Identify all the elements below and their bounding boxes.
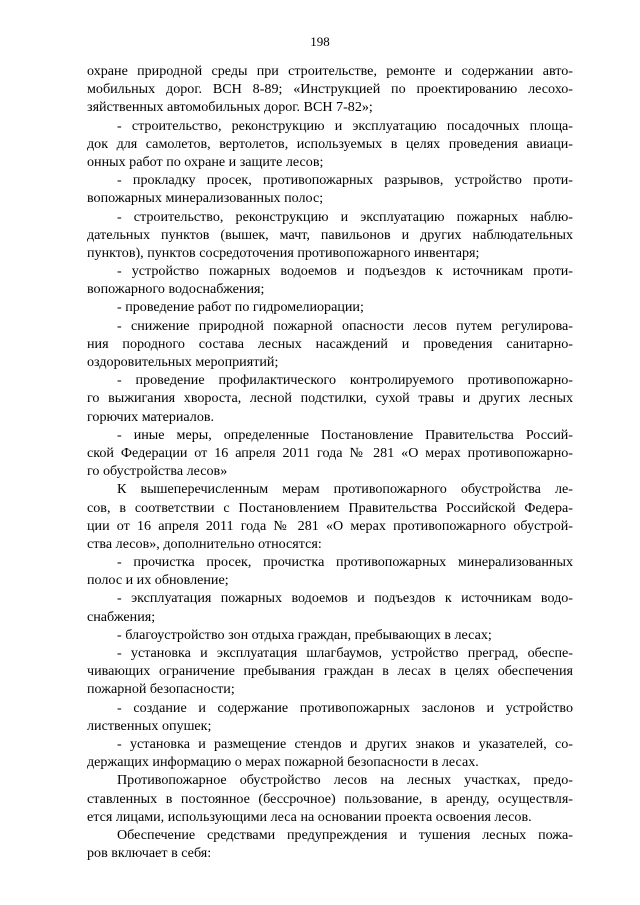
- text-line: чивающих ограничение пребывания граждан в лесах в целях обеспечения: [87, 663, 573, 680]
- text-line: дательных пунктов (вышек, мачт, павильонов и других наблюдательных: [87, 226, 573, 243]
- text-line: - проведение работ по гидромелиорации;: [117, 299, 364, 316]
- text-line: лиственных опушек;: [87, 717, 212, 734]
- text-line: - строительство, реконструкцию и эксплуатацию посадочных площа-: [117, 117, 573, 134]
- text-line: - строительство, реконструкцию и эксплуатацию пожарных наблю-: [117, 208, 573, 225]
- text-line: зяйственных автомобильных дорог. ВСН 7-82»;: [87, 99, 373, 116]
- text-line: пунктов), пунктов сосредоточения противопожарного инвентаря;: [87, 244, 480, 261]
- text-line: ции от 16 апреля 2011 года № 281 «О мерах противопожарного обустрой-: [87, 517, 573, 534]
- text-line: ства лесов», дополнительно относятся:: [87, 535, 322, 552]
- text-line: док для самолетов, вертолетов, используемых в целях проведения авиаци-: [87, 135, 573, 152]
- text-line: - эксплуатация пожарных водоемов и подъездов к источникам водо-: [117, 590, 573, 607]
- text-line: вопожарных минерализованных полос;: [87, 190, 324, 207]
- text-line: Обеспечение средствами предупреждения и тушения лесных пожа-: [117, 826, 573, 843]
- text-line: - благоустройство зон отдыха граждан, пребывающих в лесах;: [117, 626, 492, 643]
- text-line: ставленных в постоянное (бессрочное) пользование, в аренду, осуществля-: [87, 790, 573, 807]
- text-line: снабжения;: [87, 608, 156, 625]
- text-line: го выжигания хвороста, лесной подстилки, сухой травы и других лесных: [87, 390, 573, 407]
- text-line: - установка и эксплуатация шлагбаумов, устройство преград, обеспе-: [117, 645, 573, 661]
- text-line: К вышеперечисленным мерам противопожарного обустройства ле-: [117, 481, 573, 498]
- text-line: онных работ по охране и защите лесов;: [87, 153, 324, 170]
- text-line: полос и их обновление;: [87, 572, 229, 589]
- text-line: Противопожарное обустройство лесов на лесных участках, предо-: [117, 772, 573, 789]
- text-line: - снижение природной пожарной опасности лесов путем регулирова-: [117, 317, 573, 334]
- text-line: - иные меры, определенные Постановление Правительства Россий-: [117, 426, 573, 443]
- text-line: сов, в соответствии с Постановлением Правительства Российской Федера-: [87, 499, 573, 516]
- text-line: - прокладку просек, противопожарных разрывов, устройство проти-: [117, 172, 573, 189]
- text-line: оздоровительных мероприятий;: [87, 354, 279, 370]
- text-line: - устройство пожарных водоемов и подъездов к источникам проти-: [117, 263, 573, 280]
- text-line: - проведение профилактического контролируемого противопожарно-: [117, 372, 573, 389]
- text-line: - создание и содержание противопожарных заслонов и устройство: [117, 699, 573, 716]
- text-line: - установка и размещение стендов и других знаков и указателей, со-: [117, 735, 573, 752]
- text-line: вопожарного водоснабжения;: [87, 281, 265, 298]
- text-line: ется лицами, использующими леса на основании проекта освоения лесов.: [87, 808, 532, 825]
- body-text: [87, 62, 573, 862]
- text-line: ров включает в себя:: [87, 845, 212, 862]
- text-line: ния породного состава лесных насаждений и проведения санитарно-: [87, 335, 573, 352]
- text-line: горючих материалов.: [87, 408, 215, 425]
- text-line: охране природной среды при строительстве, ремонте и содержании авто-: [87, 63, 573, 79]
- text-line: - прочистка просек, прочистка противопожарных минерализованных: [117, 554, 573, 571]
- text-line: пожарной безопасности;: [87, 681, 235, 698]
- text-line: держащих информацию о мерах пожарной безопасности в лесах.: [87, 754, 479, 771]
- text-line: ской Федерации от 16 апреля 2011 года № 281 «О мерах противопожарно-: [87, 444, 573, 461]
- text-line: го обустройства лесов»: [87, 463, 228, 480]
- page-number: 198: [310, 34, 330, 49]
- text-line: мобильных дорог. ВСН 8-89; «Инструкцией по проектированию лесохо-: [87, 81, 573, 98]
